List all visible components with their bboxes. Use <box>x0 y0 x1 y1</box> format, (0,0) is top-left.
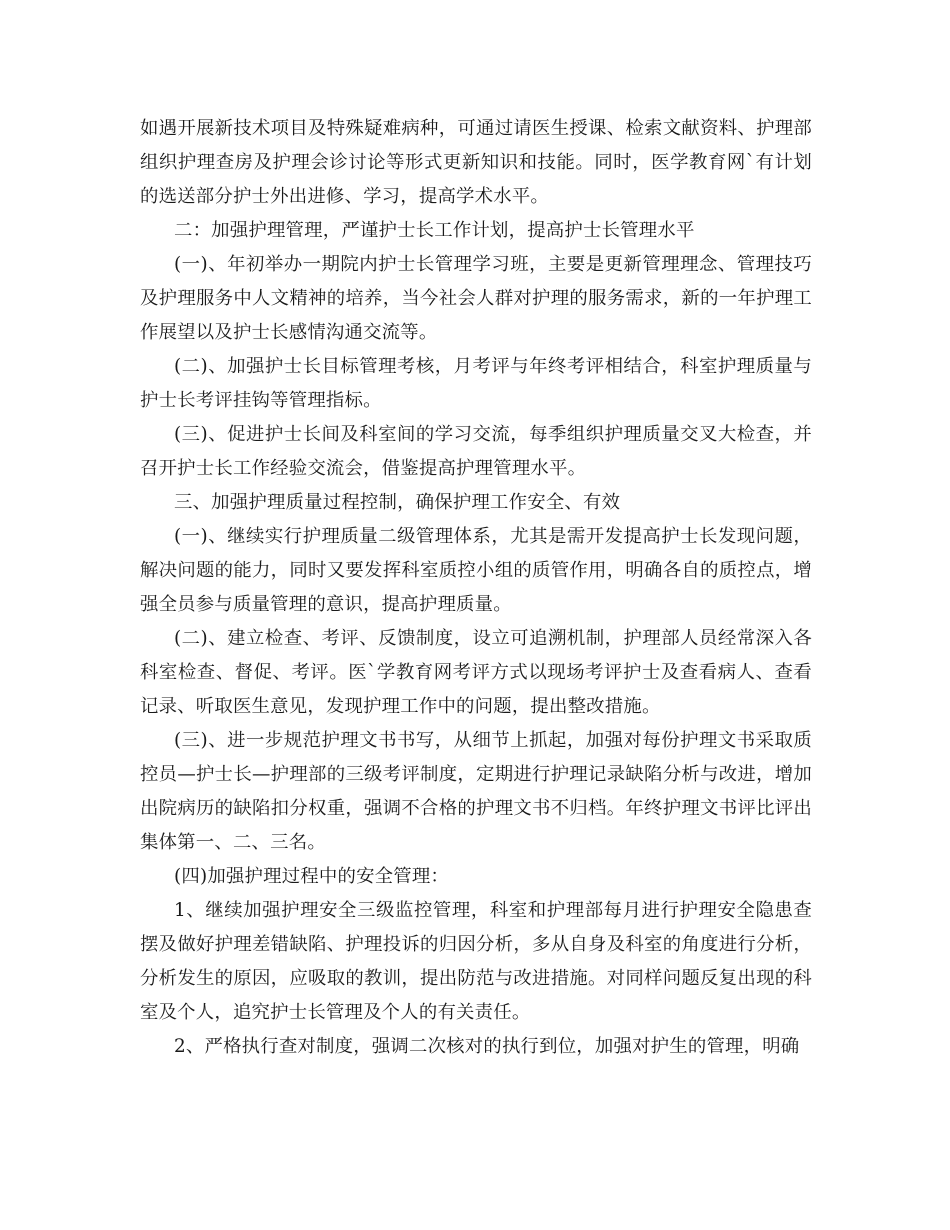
paragraph-3-2: (二)、建立检查、考评、反馈制度，设立可追溯机制，护理部人员经常深入各科室检查、督促、考评。医`学教育网考评方式以现场考评护士及查看病人、查看记录、听取医生意见，发现护理工作中的问题，提出整改措施。 <box>140 628 812 717</box>
paragraph-4-1: 1、继续加强护理安全三级监控管理，科室和护理部每月进行护理安全隐患查摆及做好护理差错缺陷、护理投诉的归因分析，多从自身及科室的角度进行分析，分析发生的原因，应吸取的教训，提出防范与改进措施。对同样问题反复出现的科室及个人，追究护士长管理及个人的有关责任。 <box>140 900 812 1023</box>
paragraph-2-1: (一)、年初举办一期院内护士长管理学习班，主要是更新管理理念、管理技巧及护理服务中人文精神的培养，当今社会人群对护理的服务需求，新的一年护理工作展望以及护士长感情沟通交流等。 <box>140 254 812 343</box>
paragraph-3-3: (三)、进一步规范护理文书书写，从细节上抓起，加强对每份护理文书采取质控员—护士长—护理部的三级考评制度，定期进行护理记录缺陷分析与改进，增加出院病历的缺陷扣分权重，强调不合格的护理文书不归档。年终护理文书评比评出集体第一、二、三名。 <box>140 730 812 853</box>
subsection-heading-4: (四)加强护理过程中的安全管理： <box>174 866 450 887</box>
document-body <box>140 112 812 1064</box>
paragraph-2-2: (二)、加强护士长目标管理考核，月考评与年终考评相结合，科室护理质量与护士长考评挂钩等管理指标。 <box>140 356 812 411</box>
paragraph-intro-continued: 如遇开展新技术项目及特殊疑难病种，可通过请医生授课、检索文献资料、护理部组织护理查房及护理会诊讨论等形式更新知识和技能。同时，医学教育网`有计划的选送部分护士外出进修、学习，提高学术水平。 <box>140 118 812 207</box>
paragraph-2-3: (三)、促进护士长间及科室间的学习交流，每季组织护理质量交叉大检查，并召开护士长工作经验交流会，借鉴提高护理管理水平。 <box>140 424 812 479</box>
paragraph-4-2: 2、严格执行查对制度，强调二次核对的执行到位，加强对护生的管理，明确 <box>174 1036 800 1057</box>
section-heading-3: 三、加强护理质量过程控制，确保护理工作安全、有效 <box>174 492 621 513</box>
section-heading-2: 二：加强护理管理，严谨护士长工作计划，提高护士长管理水平 <box>174 220 695 241</box>
paragraph-3-1: (一)、继续实行护理质量二级管理体系，尤其是需开发提高护士长发现问题，解决问题的能力，同时又要发挥科室质控小组的质管作用，明确各自的质控点，增强全员参与质量管理的意识，提高护理质量。 <box>140 526 812 615</box>
